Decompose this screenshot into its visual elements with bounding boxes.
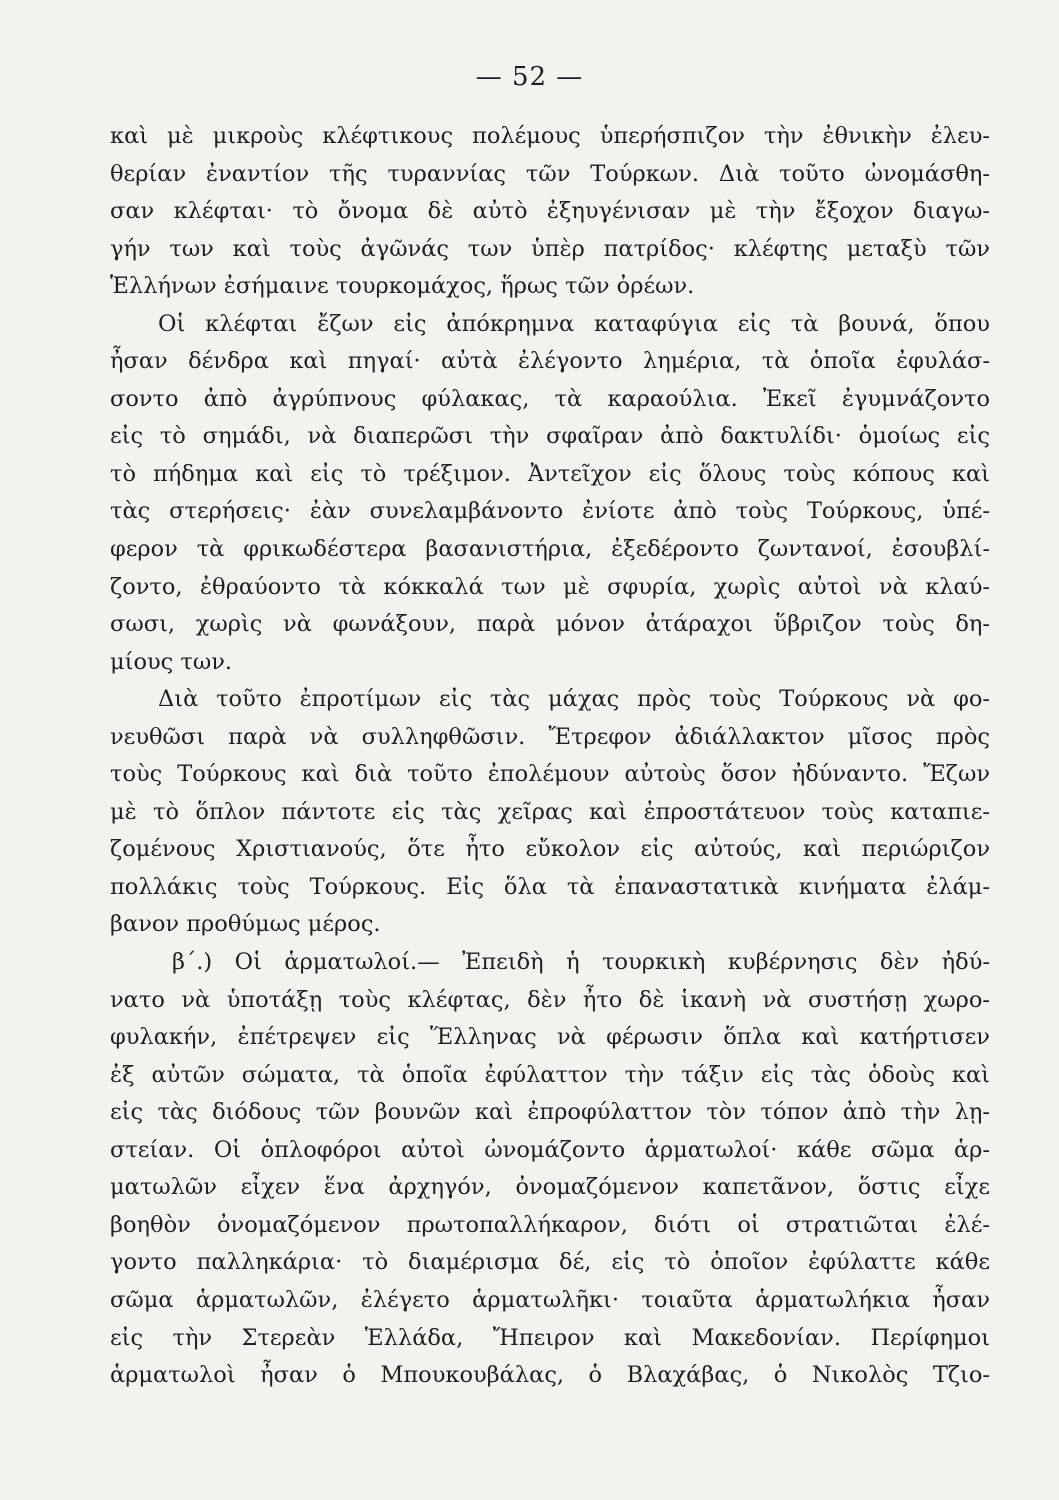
text-line: φερον τὰ φρικωδέστερα βασανιστήρια, ἐξεδέροντο ζωντανοί, ἐσουβλί- bbox=[110, 536, 990, 563]
text-line: σοντο ἀπὸ ἀγρύπνους φύλακας, τὰ καραούλια. Ἐκεῖ ἐγυμνάζοντο bbox=[110, 385, 990, 412]
text-line: σαν κλέφται· τὸ ὄνομα δὲ αὐτὸ ἐξηυγένισαν μὲ τὴν ἔξοχον διαγω- bbox=[110, 198, 990, 225]
text-line: σῶμα ἁρματωλῶν, ἐλέγετο ἁρματωλῆκι· τοιαῦτα ἁρματωλήκια ἦσαν bbox=[110, 1286, 990, 1313]
text-line: τὸ πήδημα καὶ εἰς τὸ τρέξιμον. Ἀντεῖχον εἰς ὅλους τοὺς κόπους καὶ bbox=[110, 460, 990, 487]
page-number: — 52 — bbox=[475, 62, 584, 92]
text-line: εἰς τὰς διόδους τῶν βουνῶν καὶ ἐπροφύλαττον τὸν τόπον ἀπὸ τὴν λῃ- bbox=[110, 1099, 990, 1126]
text-line: ἦσαν δένδρα καὶ πηγαί· αὐτὰ ἐλέγοντο λημέρια, τὰ ὁποῖα ἐφυλάσ- bbox=[110, 348, 990, 375]
text-line: φυλακήν, ἐπέτρεψεν εἰς Ἕλληνας νὰ φέρωσιν ὅπλα καὶ κατήρτισεν bbox=[110, 1024, 990, 1051]
text-line: ματωλῶν εἶχεν ἕνα ἀρχηγόν, ὀνομαζόμενον καπετᾶνον, ὅστις εἶχε bbox=[110, 1174, 990, 1201]
text-line: ζοντο, ἐθραύοντο τὰ κόκκαλά των μὲ σφυρία, χωρὶς αὐτοὶ νὰ κλαύ- bbox=[110, 573, 990, 600]
text-line: εἰς τὴν Στερεὰν Ἑλλάδα, Ἤπειρον καὶ Μακεδονίαν. Περίφημοι bbox=[110, 1324, 990, 1351]
body-text bbox=[110, 118, 990, 1395]
text-line: πολλάκις τοὺς Τούρκους. Εἰς ὅλα τὰ ἐπαναστατικὰ κινήματα ἐλάμ- bbox=[110, 873, 990, 900]
text-line: γήν των καὶ τοὺς ἀγῶνάς των ὑπὲρ πατρίδος· κλέφτης μεταξὺ τῶν bbox=[110, 235, 990, 262]
text-line: νευθῶσι παρὰ νὰ συλληφθῶσιν. Ἔτρεφον ἀδιάλλακτον μῖσος πρὸς bbox=[110, 723, 990, 750]
text-line: βανον προθύμως μέρος. bbox=[110, 911, 381, 938]
text-line: τοὺς Τούρκους καὶ διὰ τοῦτο ἐπολέμουν αὐτοὺς ὅσον ἠδύναντο. Ἔζων bbox=[110, 761, 990, 788]
text-line: εἰς τὸ σημάδι, νὰ διαπερῶσι τὴν σφαῖραν ἀπὸ δακτυλίδι· ὁμοίως εἰς bbox=[110, 423, 990, 450]
text-line: καὶ μὲ μικροὺς κλέφτικους πολέμους ὑπερήσπιζον τὴν ἐθνικὴν ἐλευ- bbox=[110, 123, 990, 149]
text-line: μίους των. bbox=[110, 648, 233, 675]
text-line: Διὰ τοῦτο ἐπροτίμων εἰς τὰς μάχας πρὸς τοὺς Τούρκους νὰ φο- bbox=[158, 686, 990, 713]
text-line: τὰς στερήσεις· ἐὰν συνελαμβάνοντο ἐνίοτε ἀπὸ τοὺς Τούρκους, ὑπέ- bbox=[110, 498, 990, 525]
text-line: ζομένους Χριστιανούς, ὅτε ἦτο εὔκολον εἰς αὐτούς, καὶ περιώριζον bbox=[110, 836, 990, 863]
text-line: νατο νὰ ὑποτάξῃ τοὺς κλέφτας, δὲν ἦτο δὲ ἱκανὴ νὰ συστήσῃ χωρο- bbox=[110, 986, 990, 1013]
text-line: μὲ τὸ ὅπλον πάντοτε εἰς τὰς χεῖρας καὶ ἐπροστάτευον τοὺς καταπιε- bbox=[110, 798, 990, 825]
text-line: βοηθὸν ὀνομαζόμενον πρωτοπαλλήκαρον, διότι οἱ στρατιῶται ἐλέ- bbox=[110, 1211, 990, 1238]
text-line: γοντο παλληκάρια· τὸ διαμέρισμα δέ, εἰς τὸ ὁποῖον ἐφύλαττε κάθε bbox=[110, 1249, 990, 1276]
text-line: Οἱ κλέφται ἔζων εἰς ἀπόκρημνα καταφύγια εἰς τὰ βουνά, ὅπου bbox=[158, 310, 990, 337]
text-line: ἁρματωλοὶ ἦσαν ὁ Μπουκουβάλας, ὁ Βλαχάβας, ὁ Νικολὸς Τζιο- bbox=[110, 1362, 990, 1389]
text-line: β΄.) Οἱ ἁρματωλοί.— Ἐπειδὴ ἡ τουρκικὴ κυβέρνησις δὲν ἠδύ- bbox=[172, 949, 990, 976]
text-line: σωσι, χωρὶς νὰ φωνάξουν, παρὰ μόνον ἀτάραχοι ὕβριζον τοὺς δη- bbox=[110, 611, 990, 638]
text-line: στείαν. Οἱ ὁπλοφόροι αὐτοὶ ὠνομάζοντο ἁρματωλοί· κάθε σῶμα ἁρ- bbox=[110, 1136, 990, 1163]
text-line: Ἑλλήνων ἐσήμαινε τουρκομάχος, ἥρως τῶν ὀρέων. bbox=[110, 273, 695, 300]
text-line: ἐξ αὐτῶν σώματα, τὰ ὁποῖα ἐφύλαττον τὴν τάξιν εἰς τὰς ὁδοὺς καὶ bbox=[110, 1061, 990, 1088]
text-line: θερίαν ἐναντίον τῆς τυραννίας τῶν Τούρκων. Διὰ τοῦτο ὠνομάσθη- bbox=[110, 160, 990, 187]
